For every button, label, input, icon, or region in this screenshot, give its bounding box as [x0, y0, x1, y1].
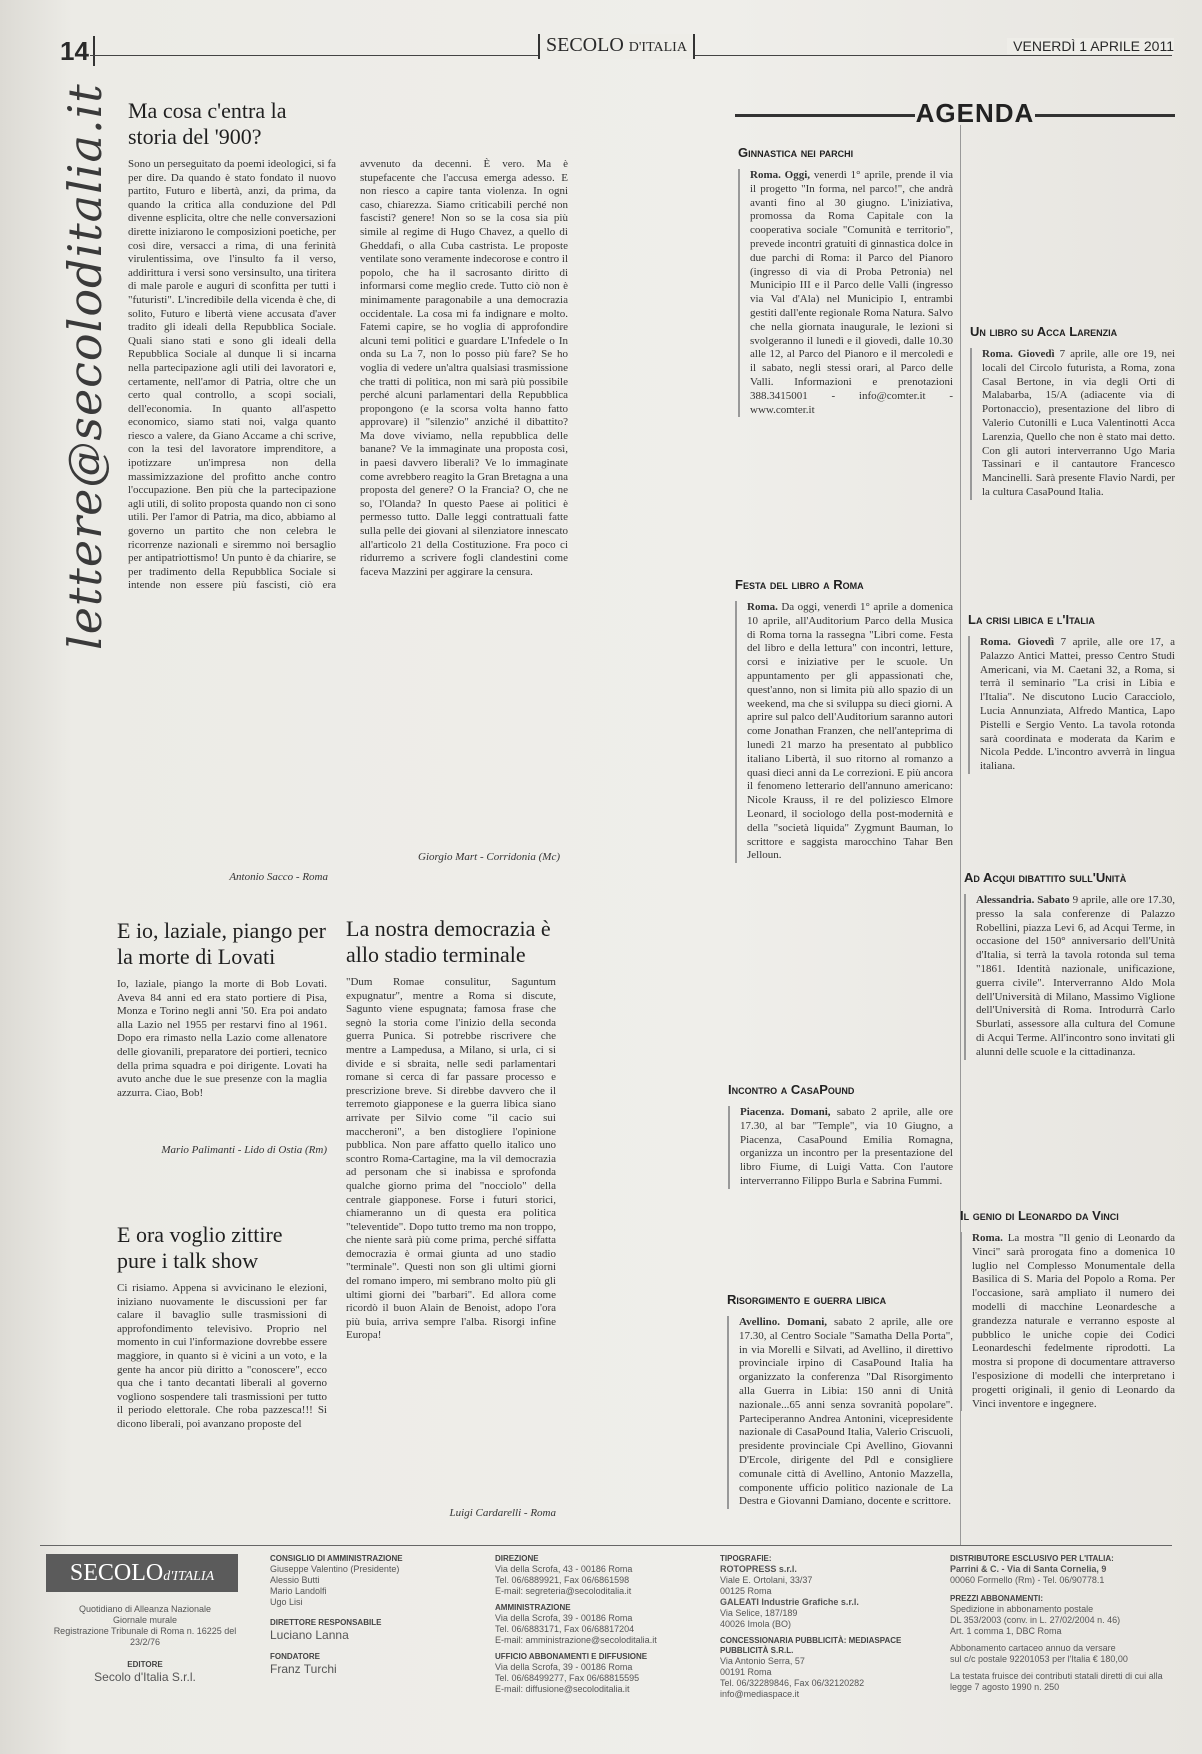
footer-line: Parrini & C. - Via di Santa Cornelia, 9: [950, 1564, 1107, 1574]
footer-editorial-label: DIREZIONE: [495, 1554, 539, 1563]
agenda-item-lead: Roma. Giovedì: [982, 348, 1055, 360]
letter-1: [128, 98, 568, 898]
footer-distribution: [950, 1554, 1170, 1693]
letter-title: Ma cosa c'entra la storia del '900?: [128, 98, 287, 149]
letter-title: E ora voglio zittire pure i talk show: [117, 1222, 283, 1273]
masthead: [538, 34, 695, 59]
footer-founder: Franz Turchi: [270, 1662, 337, 1676]
footer-line: Tel. 06/68499277, Fax 06/68815595: [495, 1673, 640, 1683]
agenda-rule: [735, 114, 915, 117]
agenda-item-lead: Roma.: [747, 601, 778, 613]
agenda-item-body: [964, 894, 1175, 1060]
footer-line: Via della Scrofa, 39 - 00186 Roma: [495, 1613, 633, 1623]
footer-publisher: Secolo d'Italia S.r.l.: [94, 1670, 196, 1684]
agenda-item-title: Ginnastica nei parchi: [738, 145, 854, 160]
agenda-item-title: Un libro su Acca Larenzia: [970, 324, 1118, 339]
agenda-item: [968, 612, 1175, 774]
footer-board-member: Mario Landolfi: [270, 1586, 327, 1596]
letter-title: La nostra democrazia è allo stadio terminale: [346, 916, 551, 967]
footer-dist-label: DISTRIBUTORE ESCLUSIVO PER L'ITALIA:: [950, 1554, 1114, 1563]
agenda-item-lead: Roma. Oggi,: [750, 169, 811, 181]
footer-ads-label: UFFICIO ABBONAMENTI E DIFFUSIONE: [495, 1652, 648, 1661]
footer-subtitle: Quotidiano di Alleanza Nazionale: [78, 1604, 212, 1614]
agenda-title: AGENDA: [915, 98, 1035, 128]
footer-line: Via Antonio Serra, 57: [720, 1656, 805, 1666]
agenda-item-text: 7 aprile, alle ore 17, a Palazzo Antici Mattei, presso Centro Studi Americani, via M. Caetani 32, a Roma, si terrà il seminario "La crisi in Libia e l'Italia". Ne discutono Lucio Caracciolo, Lucia Annunziata, Alfredo Mantica, Lapo Pistelli e Sergio Vento. La tavola rotonda sarà coordinata e moderata da Karim e Nicola Pedde. L'incontro avverrà in lingua italiana.: [980, 636, 1175, 773]
agenda-item: [728, 1082, 953, 1189]
agenda-item-body: [960, 1232, 1175, 1411]
footer-line: E-mail: segreteria@secoloditalia.it: [495, 1586, 632, 1596]
footer-board: [270, 1554, 470, 1676]
footer-line: 00060 Formello (Rm) - Tel. 06/90778.1: [950, 1575, 1105, 1585]
footer-offices: [495, 1554, 670, 1695]
agenda-item-lead: Alessandria. Sabato: [976, 894, 1070, 906]
footer-founder-label: FONDATORE: [270, 1652, 320, 1661]
footer-line: Via della Scrofa, 43 - 00186 Roma: [495, 1564, 633, 1574]
footer-print-label: TIPOGRAFIE:: [720, 1554, 772, 1563]
footer-board-member: Alessio Butti: [270, 1575, 320, 1585]
agenda-item-title: Incontro a CasaPound: [728, 1082, 855, 1097]
agenda-item-body: [727, 1316, 953, 1509]
page-number: 14: [60, 36, 95, 66]
agenda-item: [970, 324, 1175, 500]
letter-title: E io, laziale, piango per la morte di Lovati: [117, 918, 326, 969]
agenda-header: [735, 96, 1175, 132]
footer-line: DL 353/2003 (conv. in L. 27/02/2004 n. 46): [950, 1615, 1121, 1625]
footer-line: E-mail: diffusione@secoloditalia.it: [495, 1684, 630, 1694]
footer-line: Viale E. Ortolani, 33/37: [720, 1575, 813, 1585]
footer-printers: [720, 1554, 920, 1700]
footer-registration: Registrazione Tribunale di Roma n. 16225 del 23/2/76: [53, 1626, 237, 1647]
footer-line: E-mail: amministrazione@secoloditalia.it: [495, 1635, 657, 1645]
agenda-item: [738, 145, 953, 417]
footer-line: 40026 Imola (BO): [720, 1619, 792, 1629]
colophon: [40, 1545, 1172, 1726]
letters-email[interactable]: lettere@secoloditalia.it: [58, 83, 112, 650]
agenda-item: [964, 870, 1175, 1060]
footer-law: La testata fruisce dei contributi statali diretti di cui alla legge 7 agosto 1990 n. 250: [950, 1671, 1163, 1692]
letter-4: [346, 916, 556, 1520]
agenda-item-text: 9 aprile, alle ore 17.30, presso la sala conferenze di Palazzo Robellini, piazza Levi 6, ad Acqui Terme, in occasione del 150° anniversario dell'Unità d'Italia, si terrà la tavola rotonda sul tema "1861. Identità nazionale, unificazione, guerra civile". Interverranno Aldo Mola dell'Università di Milano, Massimo Viglione dell'Università di Roma. Introdurrà Carlo Sburlati, assessore alla cultura del Comune di Acqui Terme. All'incontro sono invitati gli alunni delle scuole e la cittadinanza.: [976, 894, 1175, 1058]
agenda-item-body: [738, 169, 953, 417]
agenda-item-body: [735, 601, 953, 863]
agenda-item-body: [728, 1106, 953, 1189]
footer-subs-label: PREZZI ABBONAMENTI:: [950, 1594, 1044, 1603]
footer-line: Tel. 06/6883171, Fax 06/68817204: [495, 1624, 635, 1634]
agenda-item-lead: Roma. Giovedì: [980, 636, 1055, 648]
agenda-item-title: Ad Acqui dibattito sull'Unità: [964, 870, 1127, 885]
footer-publisher-label: EDITORE: [127, 1660, 163, 1669]
footer-line: Via Selice, 187/189: [720, 1608, 798, 1618]
letter-signature: Mario Palimanti - Lido di Ostia (Rm): [161, 1144, 327, 1156]
footer-board-member: Ugo Lisi: [270, 1597, 303, 1607]
agenda-item-body: [968, 636, 1175, 774]
footer-line: Art. 1 comma 1, DBC Roma: [950, 1626, 1062, 1636]
footer-line: Abbonamento cartaceo annuo da versare: [950, 1643, 1116, 1653]
letter-2: [117, 918, 327, 1157]
masthead-title: SECOLO: [546, 34, 624, 56]
letter-body: Ci risiamo. Appena si avvicinano le elezioni, iniziano nuovamente le discussioni per far calare il bavaglio sulle trasmissioni di approfondimento televisivo. Proprio nel momento in cui l'informazione dovrebbe essere maggiore, in quanto si è vicini a un voto, e la gente ha ancor più diritto a "conoscere", ecco qua che i tanto decantati liberali al governo vogliono sospendere tali trasmissioni per tutto il periodo elettorale. Che roba pazzesca!!! Si dicono liberali, poi avanzano proposte del: [117, 1282, 327, 1430]
footer-line: GALEATI Industrie Grafiche s.r.l.: [720, 1597, 859, 1607]
agenda-item-text: Da oggi, venerdì 1° aprile a domenica 10 aprile, all'Auditorium Parco della Musica di Roma torna la rassegna "Libri come. Festa del libro e della lettura" con incontri, letture, corsi e iniziative per le scuole. Un appuntamento per gli appassionati che, quest'anno, non si limita più allo spazio di un weekend, ma che si sviluppa su dieci giorni. A aprire sul palco dell'Auditorium saranno autori come Jonathan Franzen, che nell'anteprima di lunedì 21 marzo ha presentato al pubblico italiano Libertà, il suo ritorno al romanzo a quasi dieci anni da Le correzioni. E più ancora il fenomeno letterario dell'annuno americano: Nicole Krauss, il re del poliziesco Elmore Leonard, il sociologo della post-modernità e della "società liquida" Zygmunt Bauman, lo scrittore e saggista marocchino Tahar Ben Jelloun.: [747, 601, 953, 862]
letter-body: Sono un perseguitato da poemi ideologici, si fa per dire. Da quando è stato fondato il nuovo partito, Futuro e libertà, anzi, da prima, da quando la critica alla conduzione del Pdl divenne esplicita, oltre che nelle conversazioni dirette iniziarono le composizioni poetiche, per così dire, versacci a rima, di una ferinità virulentissima, ove l'insulto fa il verso, addirittura i versi sono versinsulto, una tiritera di male parole e auguri di sconfitta per tutti i "futuristi". L'incredibile della vicenda è che, di solito, Futuro e libertà viene accusata d'aver tradito gli ideali della Repubblica Sociale. Quali siano stati e sono gli ideali della Repubblica Sociale al dunque lì si incarna nella partecipazione agli utili dei lavoratori e, certamente, nell'amor di Patria, oltre che un certo qual controllo, a scopi sociali, dell'economia. In quanto all'aspetto economico, siamo stati noi, valga quanto riesco a valere, da Giano Accame a chi scrive, con la tesi del lavoratore imprenditore, a ipotizzare un'impresa non della massimizzazione del profitto anche contro l'occupazione. Ben più che la partecipazione agli utili, di solito proposta quando non ci sono utili. Per l'amor di Patria, ma dico, abbiamo al governo un partito che non celebra le ricorrenze nazionali e siremmo noi bersaglio per antipatriottismo! Un punto è da chiarire, se per tradimento della Repubblica Sociale si intende non essere più fascisti, ciò era avvenuto da decenni. È vero. Ma è stupefacente che l'accusa emerga adesso. E non riesco a capire tanta violenza. In ogni caso, chiarezza. Siamo criticabili perché non fascisti? genere! Non so se la cosa sia più simile al regime di Hugo Chavez, a quello di Gheddafi, o alla Cuba castrista. Le proposte ventilate sono veramente indecorose e contro il popolo, che ha il sacrosanto diritto di informarsi come meglio crede. Tutto ciò non è minimamente paragonabile a una democrazia occidentale. La cosa mi fa indignare e molto. Fatemi capire, se ho voglia di approfondire alcuni temi politici e guardare L'Infedele o In onda su La 7, non lo posso più fare? Se ho voglia di vedere un'altra qualsiasi trasmissione che tratti di politica, non mi sarà più possibile perché alcuni parlamentari della Repubblica propongono (e la scorsa volta hanno fatto approvare) il "silenzio" anziché il dibattito? Ma dove viviamo, nella repubblica delle banane? Ve la immaginate una proposta così, in paesi davvero liberali? Ve lo immaginate come avrebbero reagito la Gran Bretagna a una proposta del genere? O la Francia? O, che ne so, l'Olanda? In questo Paese ai politici è permesso tutto. Dalle leggi contrattuali fatte sulla pelle dei giovani al silenziatore innescato all'articolo 21 della Costituzione. Fra poco ci ridurremo a scrivere fogli clandestini come faceva Mazzini per aggirare la censura.: [128, 158, 568, 592]
footer-line: info@mediaspace.it: [720, 1689, 800, 1699]
footer-subtitle2: Giornale murale: [112, 1615, 178, 1625]
footer-line: 00191 Roma: [720, 1667, 772, 1677]
agenda-item-text: sabato 2 aprile, alle ore 17.30, al bar "Temple", via 10 Giugno, a Piacenza, CasaPound Emilia Romagna, organizza un incontro per la presentazione del libro Fiume, di Luigi Vatta. Con l'autore interverranno Filippo Burla e Sabrina Fummi.: [740, 1106, 953, 1187]
letter-body: Io, laziale, piango la morte di Bob Lovati. Aveva 84 anni ed era stato portiere di Pisa, Monza e Torino negli anni '50. Era poi andato alla Lazio nel 1955 per restarvi fino al 1961. Dopo era rimasto nella Lazio come allenatore delle giovanili, preparatore dei portieri, tecnico della prima squadra e poi dirigente. Lovati ha avuto anche due le sue presenze con la maglia azzurra. Ciao, Bob!: [117, 978, 327, 1099]
footer-line: Via della Scrofa, 39 - 00186 Roma: [495, 1662, 633, 1672]
footer-admin-label: AMMINISTRAZIONE: [495, 1603, 571, 1612]
agenda-item: [735, 577, 953, 863]
agenda-item-text: sabato 2 aprile, alle ore 17.30, al Centro Sociale "Samatha Della Porta", in via Morelli e Silvati, ad Avellino, il direttivo provinciale irpino di CasaPound Italia ha organizzato la conferenza "Dal Risorgimento alla Guerra in Libia: 150 anni di Unità nazionale...65 anni senza sovranità popolare". Parteciperanno Andrea Antonini, vicepresidente nazionale di CasaPound Italia, Valerio Criscuoli, presidente provinciale Cpi Avellino, Giovanni D'Ercole, dirigente del Pdl e consigliere comunale città di Avellino, Antonio Mazzella, componente ufficio politico nazionale de La Destra e Giovanni Damiano, docente e scrittore.: [739, 1316, 953, 1508]
agenda-item-lead: Roma.: [972, 1232, 1003, 1244]
agenda-item-title: Festa del libro a Roma: [735, 577, 864, 592]
agenda-item-lead: Piacenza. Domani,: [740, 1106, 831, 1118]
footer-board-label: CONSIGLIO DI AMMINISTRAZIONE: [270, 1554, 403, 1563]
agenda-item-text: 7 aprile, alle ore 19, nei locali del Circolo futurista, a Roma, zona Casal Bertone, in via degli Orti di Malabarba, 15/A (adiacente via di Portonaccio), presentazione del libro di Valerio Cutonilli e Luca Valentinotti Acca Larenzia, Quello che non è stato mai detto. Con gli autori interverranno Ugo Maria Tassinari e il cantautore Francesco Mancinelli. Sarà presente Flavio Nardi, per la cultura CasaPound Italia.: [982, 348, 1175, 498]
footer-line: Spedizione in abbonamento postale: [950, 1604, 1094, 1614]
footer-director: Luciano Lanna: [270, 1628, 349, 1642]
agenda-item-title: Il genio di Leonardo da Vinci: [960, 1208, 1119, 1223]
agenda-item-title: Risorgimento e guerra libica: [727, 1292, 887, 1307]
footer-adv-label: CONCESSIONARIA PUBBLICITÀ: MEDIASPACE PUBBLICITÀ S.R.L.: [720, 1636, 902, 1655]
footer-board-member: Giuseppe Valentino (Presidente): [270, 1564, 400, 1574]
agenda-rule: [1035, 114, 1175, 117]
agenda-item: [727, 1292, 953, 1509]
letter-3: [117, 1222, 327, 1502]
footer-logo-suffix: d'ITALIA: [163, 1569, 215, 1584]
agenda-item-title: La crisi libica e l'Italia: [968, 612, 1095, 627]
agenda-item-text: venerdì 1° aprile, prende il via il progetto "In forma, nel parco!", che andrà avanti fino al 30 giugno. L'iniziativa, promossa da Roma Capitale con la cooperativa sociale "Comunità e territorio", prevede incontri gratuiti di ginnastica dolce in due parchi di Roma: il Parco del Pianoro (ingresso di via di Proba Petronia) nel Municipio III e il Parco delle Valli (ingresso via Val d'Ala) nel Municipio I, entrambi gestiti dall'ente regionale Roma Natura. Salvo che nella giornata inaugurale, le lezioni si svolgeranno il lunedì e il giovedì, dalle 10.30 alle 12, al Parco del Pianoro e il mercoledì e il sabato, negli stessi orari, al Parco delle Valli. Informazioni e prenotazioni 388.3415001 - info@comter.it - www.comter.it: [750, 169, 953, 416]
issue-date: VENERDÌ 1 APRILE 2011: [1007, 38, 1174, 54]
footer-line: Tel. 06/32289846, Fax 06/32120282: [720, 1678, 865, 1688]
footer-line: Tel. 06/6889921, Fax 06/6861598: [495, 1575, 630, 1585]
footer-line: ROTOPRESS s.r.l.: [720, 1564, 797, 1574]
footer-director-label: DIRETTORE RESPONSABILE: [270, 1618, 382, 1627]
footer-line: sul c/c postale 92201053 per l'Italia € 180,00: [950, 1654, 1128, 1664]
footer-masthead-info: [50, 1604, 240, 1684]
footer-logo-title: SECOLO: [69, 1560, 164, 1586]
footer-line: 00125 Roma: [720, 1586, 772, 1596]
letter-signature: Luigi Cardarelli - Roma: [449, 1507, 556, 1519]
letter-signature: Giorgio Mart - Corridonia (Mc): [418, 851, 560, 863]
agenda-item-lead: Avellino. Domani,: [739, 1316, 828, 1328]
letter-body: "Dum Romae consulitur, Saguntum expugnatur", mentre a Roma si discute, Sagunto viene espugnata; famosa frase che segnò la storia come l'inizio della seconda guerra Punica. Si potrebbe riscrivere che mentre a Lampedusa, a Milano, si urla, ci si divide e si sbraita, nelle sedi parlamentari romane si cerca di far passare processo e prescrizione breve. Si direbbe davvero che il terremoto giapponese e la guerra libica siano arrivate per Silvio come "il cacio sui maccheroni", a ben distogliere l'opinione pubblica. Non pare affatto quello italico uno scontro Roma-Cartagine, ma la vil democrazia ad personam che si inabissa e sprofonda qualche giorno prima del "nocciolo" della centrale giapponese. Forse i futuri storici, chiameranno un di questa era politica "televentide". Dopo tutto tremo ma non troppo, che niente sarà più come prima, perché siffatta democrazia è ormai giunta ad uno stadio "terminale". Questi non son gli ultimi giorni del romano impero, mi sembrano molto più gli ultimi giorni dei "barbari". Ed allora come ricordò il buon Alain de Benoist, adopo l'ora più buia, arriva sempre l'alba. Risorgi infine Europa!: [346, 976, 556, 1342]
agenda-item: [960, 1208, 1175, 1411]
masthead-suffix: D'ITALIA: [628, 40, 687, 55]
agenda-item-text: La mostra "Il genio di Leonardo da Vinci" sarà prorogata fino a domenica 10 luglio nel Complesso Monumentale della Basilica di S. Maria del Popolo a Roma. Per l'occasione, sarà ampliato il numero dei modelli di macchine Leonardesche a grandezza naturale e verranno esposte al pubblico le uniche copie dei Codici Leonardeschi fedelmente riprodotti. La mostra si propone di documentare attraverso l'esposizione di modelli che interpretano i progetti originali, il genio di Leonardo da Vinci inventore e ingegnere.: [972, 1232, 1175, 1410]
agenda-item-body: [970, 348, 1175, 500]
letter-signature: Antonio Sacco - Roma: [229, 871, 328, 883]
footer-logo: [46, 1554, 238, 1592]
